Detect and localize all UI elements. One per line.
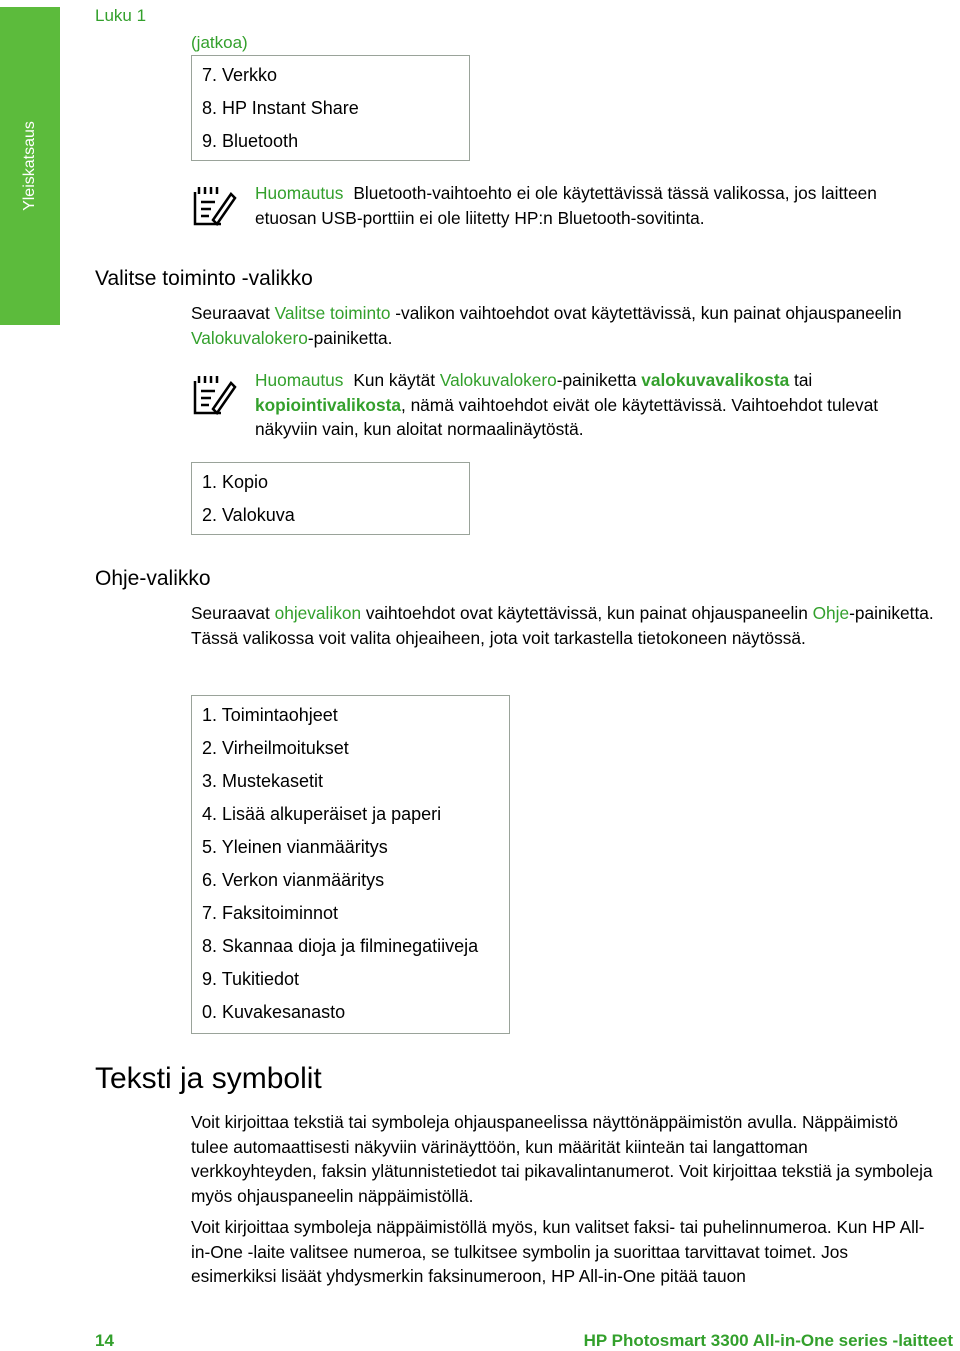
text: Kun käytät [353,370,440,390]
chapter-label: Luku 1 [95,6,147,25]
note-icon [191,373,237,417]
text: -painiketta. Tässä valikossa voit valita ohjeaiheen, jota voit tarkastella tietokoneen näytössä. [191,603,934,648]
text: -painiketta [556,370,642,390]
footer-title: HP Photosmart 3300 All-in-One series -laitteet [583,1331,953,1350]
menu-item: 7. Verkko [202,65,278,85]
highlight-text: Valitse toiminto [274,303,391,323]
menu-item: 0. Kuvakesanasto [202,1002,346,1022]
highlight-text: Ohje [812,603,850,623]
menu-item: 8. HP Instant Share [202,98,359,118]
continued-label: (jatkoa) [191,33,248,52]
text: vaihtoehdot ovat käytettävissä, kun painat ohjauspaneelin [361,603,813,623]
note-bluetooth [255,181,935,230]
section-heading: Valitse toiminto -valikko [95,267,313,290]
section-paragraph: Voit kirjoittaa symboleja näppäimistöllä myös, kun valitset faksi- tai puhelinnumeroa. Kun HP All-in-One -laite valitsee numeroa, se tulkitsee symbolin ja suorittaa tarvittavat toimet. Jos esimerkiksi lisäät yhdysmerkin faksinumeroon, HP All-in-One pitää tauon [191,1217,925,1286]
text: , nämä vaihtoehdot eivät ole käytettävissä. Vaihtoehdot tulevat näkyviin vain, kun aloitat normaalinäytöstä. [255,394,879,439]
highlight-text: Valokuvalokero [191,327,308,348]
text: -painiketta. [307,327,393,348]
note-text: Bluetooth-vaihtoehto ei ole käytettävissä tässä valikossa, jos laitteen etuosan USB-porttiin ei ole liitetty HP:n Bluetooth-sovitinta. [255,183,877,228]
text: Seuraavat [191,303,275,323]
menu-box-network [191,55,470,161]
menu-item: 1. Toimintaohjeet [202,705,338,725]
side-tab [0,7,60,325]
text: tai [789,370,813,390]
text: Seuraavat [191,603,275,623]
section-paragraph [191,301,936,350]
menu-item: 4. Lisää alkuperäiset ja paperi [202,804,442,824]
menu-box-select-function [191,462,470,535]
menu-box-help [191,695,510,1034]
page-number: 14 [95,1331,114,1350]
page-section-title: Teksti ja symbolit [95,1062,322,1095]
highlight-text: ohjevalikon [274,603,362,623]
menu-item: 9. Bluetooth [202,131,299,151]
text: -valikon vaihtoehdot ovat käytettävissä, kun painat ohjauspaneelin [390,303,902,323]
highlight-text: Valokuvalokero [439,370,557,390]
menu-item: 2. Valokuva [202,505,295,525]
highlight-text: valokuvavalikosta [641,370,790,390]
menu-item: 3. Mustekasetit [202,771,324,791]
highlight-text: kopiointivalikosta [255,394,401,415]
menu-item: 6. Verkon vianmääritys [202,870,385,890]
menu-item: 5. Yleinen vianmääritys [202,837,388,857]
section-paragraph [191,601,936,650]
side-tab-label: Yleiskatsaus [21,121,38,211]
menu-item: 8. Skannaa dioja ja filminegatiiveja [202,936,479,956]
note-photo-tray [255,368,935,442]
note-icon [191,184,237,228]
note-label: Huomautus [255,370,344,390]
note-label: Huomautus [255,183,344,203]
menu-item: 7. Faksitoiminnot [202,903,339,923]
section-heading: Ohje-valikko [95,567,211,590]
menu-item: 2. Virheilmoitukset [202,738,349,758]
menu-item: 1. Kopio [202,472,269,492]
menu-item: 9. Tukitiedot [202,969,300,989]
section-paragraph: Voit kirjoittaa tekstiä tai symboleja ohjauspaneelissa näyttönäppäimistön avulla. Näppäimistö tulee automaattisesti näkyviin värinäyttöön, kun määrität kiinteän tai langattoman verkkoyhteyden, faksin ylätunnistetiedot tai pikavalintanumerot. Voit kirjoittaa tekstiä ja symboleja myös ohjauspaneelin näppäimistöllä. [191,1112,933,1206]
